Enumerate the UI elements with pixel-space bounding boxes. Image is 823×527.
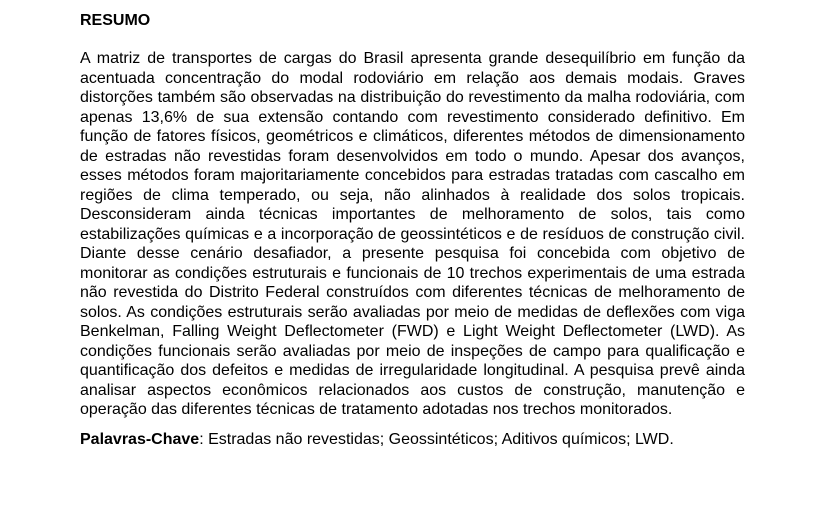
abstract-paragraph: A matriz de transportes de cargas do Brasil apresenta grande desequilíbrio em função da acentuada concentração do modal rodoviário em relação aos demais modais. Graves distorções também são observadas na distribuição do revestimento da malha rodoviária, com apenas 13,6% de sua extensão contando com revestimento considerado definitivo. Em função de fatores físicos, geométricos e climáticos, diferentes métodos de dimensionamento de estradas não revestidas foram desenvolvidos em todo o mundo. Apesar dos avanços, esses métodos foram majoritariamente concebidos para estradas tratadas com cascalho em regiões de clima temperado, ou seja, não alinhados à realidade dos solos tropicais. Desconsideram ainda técnicas importantes de melhoramento de solos, tais como estabilizações químicas e a incorporação de geossintéticos e de resíduos de construção civil. Diante desse cenário desafiador, a presente pesquisa foi concebida com objetivo de monitorar as condições estruturais e funcionais de 10 trechos experimentais de uma estrada não revestida do Distrito Federal construídos com diferentes técnicas de melhoramento de solos. As condições estruturais serão avaliadas por meio de medidas de deflexões com viga Benkelman, Falling Weight Deflectometer (FWD) e Light Weight Deflectometer (LWD). As condições funcionais serão avaliadas por meio de inspeções de campo para qualificação e quantificação dos defeitos e medidas de irregularidade longitudinal. A pesquisa prevê ainda analisar aspectos econômicos relacionados aos custos de construção, manutenção e operação das diferentes técnicas de tratamento adotadas nos trechos monitorados. <box>80 50 745 418</box>
keywords-line <box>80 430 745 450</box>
document-page <box>80 10 745 449</box>
keywords-label: Palavras-Chave <box>80 430 200 448</box>
section-heading: RESUMO <box>80 12 151 29</box>
keywords-separator: : <box>199 430 204 448</box>
keywords-text: Estradas não revestidas; Geossintéticos; Aditivos químicos; LWD. <box>203 430 674 448</box>
